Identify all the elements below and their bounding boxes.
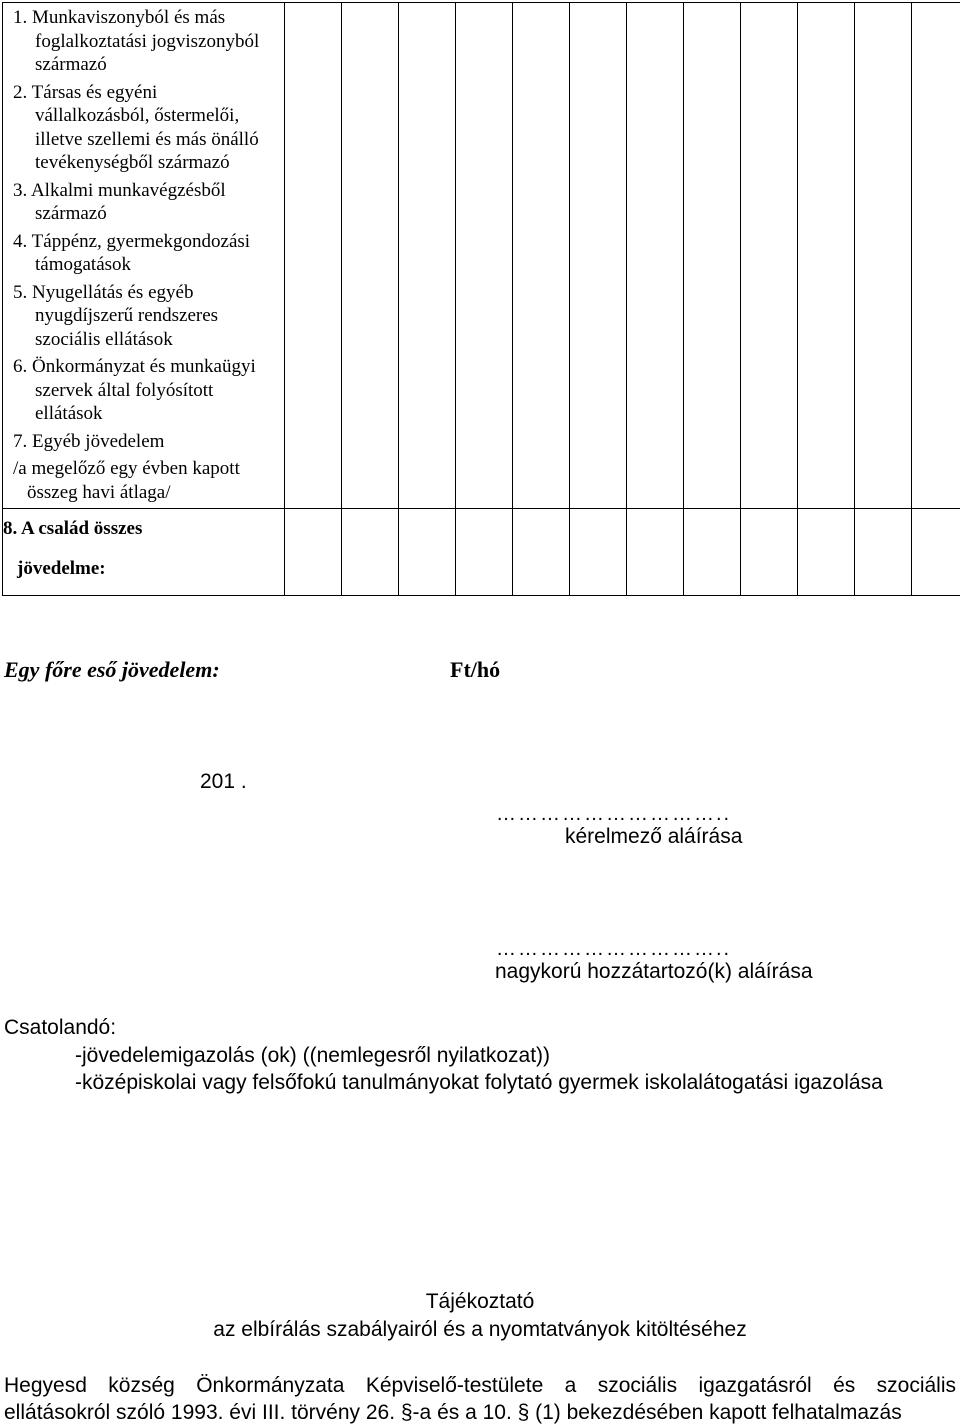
income-input-cell[interactable]: [855, 3, 912, 509]
info-title: Tájékoztató: [0, 1290, 960, 1314]
income-category-cell: [3, 3, 285, 509]
income-input-cell[interactable]: [798, 3, 855, 509]
date-line: 201 .: [200, 770, 247, 794]
income-total-row: [3, 509, 960, 596]
income-input-cell[interactable]: [285, 3, 342, 509]
income-input-cell[interactable]: [912, 3, 960, 509]
income-table-row: [3, 3, 960, 509]
attachment-item: -jövedelemigazolás (ok) ((nemlegesről nyilatkozat)): [75, 1044, 550, 1068]
income-table: [2, 2, 960, 596]
per-head-income-label: Egy főre eső jövedelem:: [4, 657, 220, 683]
attachment-item: -középiskolai vagy felsőfokú tanulmányokat folytató gyermek iskolalátogatási igazolása: [75, 1071, 883, 1095]
relatives-signature-label: nagykorú hozzátartozó(k) aláírása: [495, 960, 813, 984]
applicant-signature-line: …………………………..: [496, 803, 731, 826]
income-item-2: 2. Társas és egyéni vállalkozásból, őstermelői, illetve szellemi és más önálló tevékenységből származó: [3, 77, 284, 175]
income-input-cell[interactable]: [684, 3, 741, 509]
attachments-title: Csatolandó:: [4, 1016, 116, 1040]
income-total-label: 8. A család összes jövedelme:: [3, 509, 285, 596]
income-input-cell[interactable]: [513, 3, 570, 509]
relatives-signature-line: …………………………..: [496, 938, 731, 961]
legal-paragraph-line-1: Hegyesd község Önkormányzata Képviselő-testülete a szociális igazgatásról és szociális: [4, 1372, 956, 1399]
income-input-cell[interactable]: [399, 3, 456, 509]
income-total-cell[interactable]: [855, 509, 912, 596]
income-item-1: 1. Munkaviszonyból és más foglalkoztatási jogviszonyból származó: [3, 3, 284, 77]
income-total-cell[interactable]: [912, 509, 960, 596]
income-total-cell[interactable]: [285, 509, 342, 596]
income-item-4: 4. Táppénz, gyermekgondozási támogatások: [3, 226, 284, 277]
income-total-cell[interactable]: [798, 509, 855, 596]
income-total-cell[interactable]: [399, 509, 456, 596]
income-total-cell[interactable]: [342, 509, 399, 596]
income-input-cell[interactable]: [456, 3, 513, 509]
info-subtitle: az elbírálás szabályairól és a nyomtatványok kitöltéséhez: [0, 1318, 960, 1342]
income-total-cell[interactable]: [456, 509, 513, 596]
income-total-cell[interactable]: [684, 509, 741, 596]
income-item-3: 3. Alkalmi munkavégzésből származó: [3, 175, 284, 226]
income-item-7: 7. Egyéb jövedelem: [3, 426, 284, 454]
income-input-cell[interactable]: [570, 3, 627, 509]
income-item-5: 5. Nyugellátás és egyéb nyugdíjszerű rendszeres szociális ellátások: [3, 277, 284, 352]
legal-paragraph-line-2: ellátásokról szóló 1993. évi III. törvény 26. §-a és a 10. § (1) bekezdésében kapott felhatalmazás: [4, 1399, 956, 1426]
income-input-cell[interactable]: [627, 3, 684, 509]
per-head-income-unit: Ft/hó: [450, 657, 500, 683]
applicant-signature-label: kérelmező aláírása: [565, 825, 742, 849]
income-total-cell[interactable]: [627, 509, 684, 596]
income-input-cell[interactable]: [741, 3, 798, 509]
income-total-cell[interactable]: [570, 509, 627, 596]
income-total-cell[interactable]: [741, 509, 798, 596]
income-total-cell[interactable]: [513, 509, 570, 596]
income-item-6: 6. Önkormányzat és munkaügyi szervek által folyósított ellátások: [3, 351, 284, 426]
income-note: /a megelőző egy évben kapott összeg havi átlaga/: [3, 453, 284, 508]
income-input-cell[interactable]: [342, 3, 399, 509]
